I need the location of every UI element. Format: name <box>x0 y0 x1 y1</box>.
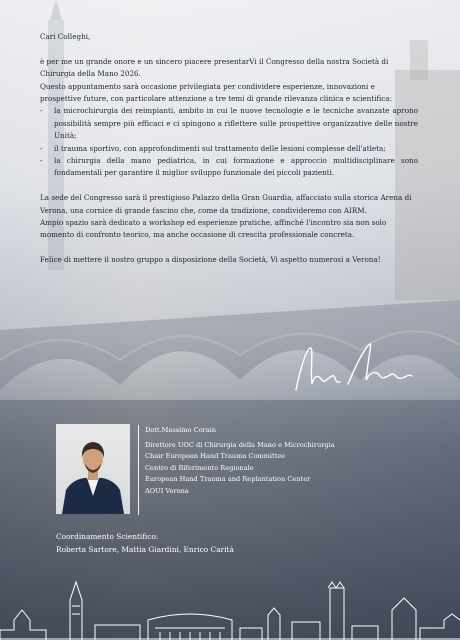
letter-body <box>40 31 418 267</box>
bullet-marker: - <box>40 156 43 166</box>
president-name: Dott.Massimo Corain <box>145 426 216 434</box>
topic-bullet <box>40 143 418 155</box>
topic-text: la microchirurgia dei reimpianti, ambito in cui le nuove tecnologie e le tecniche avanzate aprono possibilità sempre più efficaci e ci spingono a riflettere sulle prospettive organizzative delle nostre Unità; <box>54 106 418 141</box>
president-role: Direttore UOC di Chirurgia della Mano e Microchirurgia <box>145 440 335 449</box>
president-credentials <box>145 425 335 497</box>
portrait-illustration <box>56 424 130 514</box>
venue-paragraph: La sede del Congresso sarà il prestigioso Palazzo della Gran Guardia, affacciato sulla storica Arena di Verona, una cornice di grande fascino che, come da tradizione, condivideremo con AIRM. <box>40 193 412 215</box>
scientific-coordination <box>56 531 234 556</box>
topic-text: il trauma sportivo, con approfondimenti sul trattamento delle lesioni complesse dell'atleta; <box>54 143 386 153</box>
bullet-marker: - <box>40 143 43 153</box>
president-role: Chair European Hand Trauma Committee <box>145 452 286 460</box>
topic-bullet <box>40 105 418 142</box>
topic-text: la chirurgia della mano pediatrica, in cui formazione e approccio multidisciplinare sono fondamentali per garantire il miglior sviluppo funzionale dei piccoli pazienti. <box>54 156 418 178</box>
president-photo <box>56 424 130 514</box>
president-role: Centro di Riferimento Regionale <box>145 463 254 472</box>
closing-paragraph: Felice di mettere il nostro gruppo a disposizione della Società, Vi aspetto numerosi a Verona! <box>40 255 381 265</box>
bullet-marker: - <box>40 106 43 116</box>
topic-bullet <box>40 155 418 180</box>
intro-paragraph: è per me un grande onore e un sincero piacere presentarVi il Congresso della nostra Società di Chirurgia della Mano 2026. <box>40 56 389 79</box>
purpose-paragraph: Questo appuntamento sarà occasione privilegiata per condividere esperienze, innovazioni e prospettive future, con particolare attenzione a tre temi di grande rilevanza clinica e scientifica: <box>40 81 393 104</box>
workshop-paragraph: Ampio spazio sarà dedicato a workshop ed esperienze pratiche, affinché l'incontro sia non solo momento di confronto teorico, ma anche occasione di crescita professionale concreta. <box>40 218 387 240</box>
greeting: Cari Colleghi, <box>40 32 91 41</box>
president-role: European Hand Trauma and Replantation Center <box>145 475 311 483</box>
coordination-label: Coordinamento Scientifico: <box>56 532 159 541</box>
coordination-names: Roberta Sartore, Mattia Giardini, Enrico Carità <box>56 544 234 554</box>
verona-skyline-illustration <box>0 570 460 640</box>
handwritten-signature <box>288 340 418 400</box>
divider-line <box>138 425 139 515</box>
president-role: AOUI Verona <box>145 486 189 495</box>
